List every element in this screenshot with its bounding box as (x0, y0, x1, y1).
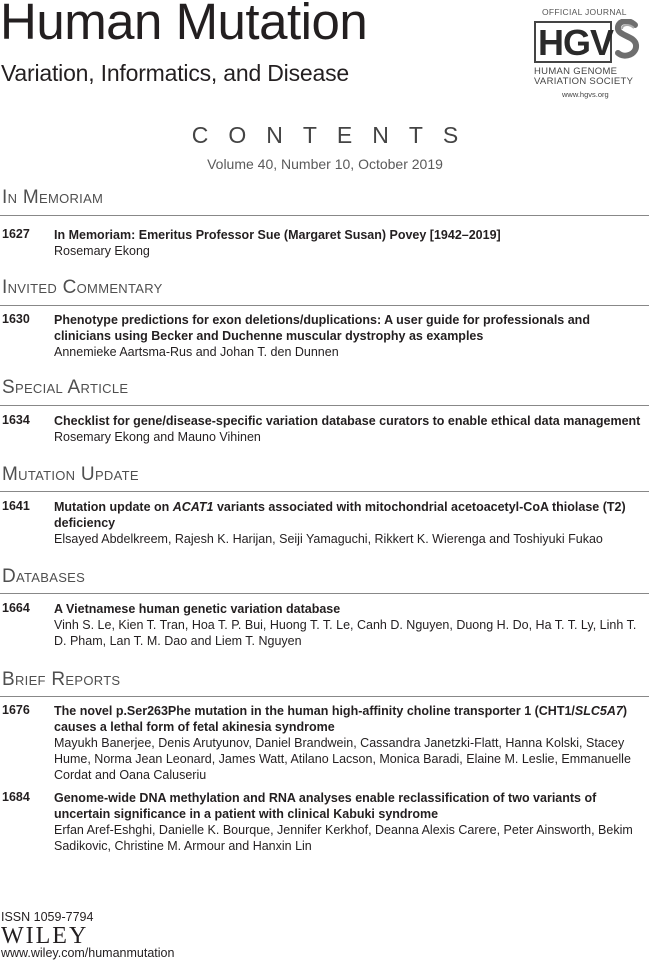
page-number: 1684 (2, 790, 30, 804)
hgvs-logo-letters: HGV (538, 22, 614, 63)
wiley-logo: WILEY (1, 923, 89, 949)
article-authors: Elsayed Abdelkreem, Rajesh K. Harijan, Seiji Yamaguchi, Rikkert K. Wierenga and Toshiyuki Fukao (54, 532, 603, 546)
section-title-mutation-update: Mutation Update (2, 464, 139, 485)
section-title-in-memoriam: In Memoriam (2, 187, 104, 208)
gene-name: SLC5A7 (574, 704, 623, 718)
page-number: 1627 (2, 227, 30, 241)
society-url: www.hgvs.org (562, 90, 609, 99)
contents-heading: CONTENTS (191, 122, 479, 148)
article-title[interactable]: Phenotype predictions for exon deletions/duplications: A user guide for professionals and clinicians using Becker and Duchenne muscular dystrophy as examples (54, 313, 590, 343)
article-authors: Rosemary Ekong (54, 244, 150, 258)
article-title[interactable] (54, 703, 644, 735)
section-divider (0, 593, 649, 594)
issue-volume: Volume 40, Number 10, October 2019 (207, 156, 443, 172)
issn: ISSN 1059-7794 (1, 910, 94, 924)
society-name-line2: VARIATION SOCIETY (534, 76, 634, 87)
society-name-line1: HUMAN GENOME (534, 66, 618, 77)
article-title[interactable]: Checklist for gene/disease-specific variation database curators to enable ethical data management (54, 414, 641, 428)
section-divider (0, 491, 649, 492)
article-authors: Vinh S. Le, Kien T. Tran, Hoa T. P. Bui, Huong T. T. Le, Canh D. Nguyen, Duong H. Do, Ha T. T. Ly, Linh T. D. Pham, Lan T. M. Dao and Liem T. Nguyen (54, 618, 637, 648)
title-text: variants associated with mitochondrial acetoacetyl-CoA thiolase (T2) deficiency (54, 500, 626, 530)
article-title[interactable]: A Vietnamese human genetic variation database (54, 602, 341, 616)
article-title[interactable] (54, 499, 644, 531)
journal-subtitle: Variation, Informatics, and Disease (1, 60, 349, 86)
journal-website-link[interactable]: www.wiley.com/humanmutation (1, 946, 175, 960)
article-title[interactable]: Genome-wide DNA methylation and RNA analyses enable reclassification of two variants of uncertain significance in a patient with clinical Kabuki syndrome (54, 791, 597, 821)
page-number: 1634 (2, 413, 30, 427)
section-title-databases: Databases (2, 566, 86, 587)
article-authors: Mayukh Banerjee, Denis Arutyunov, Daniel Brandwein, Cassandra Janetzki-Flatt, Hanna Kolski, Stacey Hume, Norma Jean Leonard, James Watt, Atilano Lacson, Monica Baradi, Elaine M. Leslie, Emmanuelle Cordat and Oana Caluseriu (54, 736, 631, 782)
section-divider (0, 405, 649, 406)
section-title-special-article: Special Article (2, 377, 129, 398)
title-text: Mutation update on (54, 500, 173, 514)
section-divider (0, 305, 649, 306)
article-authors: Annemieke Aartsma-Rus and Johan T. den Dunnen (54, 345, 339, 359)
article-authors: Erfan Aref-Eshghi, Danielle K. Bourque, Jennifer Kerkhof, Deanna Alexis Carere, Peter Ainsworth, Bekim Sadikovic, Christine M. Armour and Hanxin Lin (54, 823, 633, 853)
section-title-brief-reports: Brief Reports (2, 669, 121, 690)
journal-title: Human Mutation (0, 0, 368, 50)
section-divider (0, 215, 649, 216)
gene-name: ACAT1 (172, 500, 214, 514)
page-number: 1664 (2, 601, 30, 615)
hgvs-s-icon (614, 19, 640, 65)
page-number: 1676 (2, 703, 30, 717)
section-divider (0, 696, 649, 697)
article-authors: Rosemary Ekong and Mauno Vihinen (54, 430, 261, 444)
article-title[interactable]: In Memoriam: Emeritus Professor Sue (Margaret Susan) Povey [1942–2019] (54, 228, 501, 242)
title-text: ) causes a lethal form of fetal akinesia syndrome (54, 704, 628, 734)
official-journal-label: OFFICIAL JOURNAL (542, 7, 627, 17)
section-title-invited-commentary: Invited Commentary (2, 277, 163, 298)
page-number: 1641 (2, 499, 30, 513)
title-text: The novel p.Ser263Phe mutation in the human high-affinity choline transporter 1 (CHT1/ (54, 704, 575, 718)
hgvs-logo (530, 4, 642, 104)
page-number: 1630 (2, 312, 30, 326)
